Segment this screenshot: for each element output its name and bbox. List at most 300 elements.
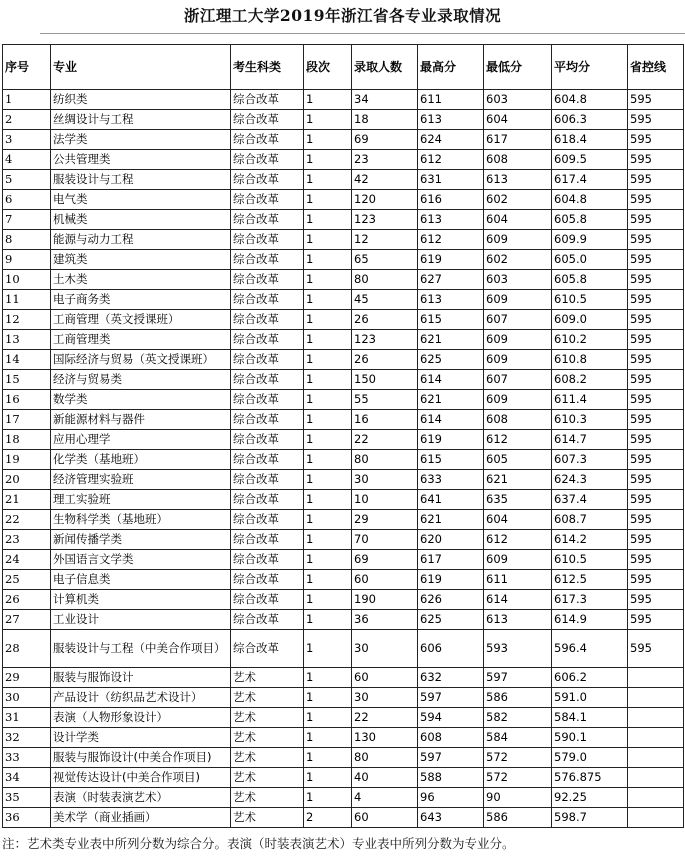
cell-seq: 12 [3, 310, 51, 330]
cell-admitted: 120 [352, 190, 418, 210]
cell-category: 综合改革 [231, 130, 304, 150]
cell-category: 综合改革 [231, 310, 304, 330]
cell-control: 595 [628, 190, 684, 210]
cell-avg: 614.2 [552, 530, 628, 550]
cell-min: 90 [484, 788, 552, 808]
table-row [3, 530, 684, 550]
cell-batch: 2 [304, 808, 352, 828]
cell-major: 理工实验班 [51, 490, 231, 510]
cell-avg: 605.8 [552, 270, 628, 290]
cell-seq: 33 [3, 748, 51, 768]
cell-admitted: 70 [352, 530, 418, 550]
cell-major: 计算机类 [51, 590, 231, 610]
cell-seq: 6 [3, 190, 51, 210]
cell-admitted: 29 [352, 510, 418, 530]
cell-control: 595 [628, 410, 684, 430]
cell-admitted: 12 [352, 230, 418, 250]
cell-category: 综合改革 [231, 630, 304, 668]
cell-control: 595 [628, 630, 684, 668]
cell-control [628, 808, 684, 828]
cell-batch: 1 [304, 370, 352, 390]
cell-category: 综合改革 [231, 170, 304, 190]
cell-seq: 29 [3, 668, 51, 688]
cell-category: 综合改革 [231, 290, 304, 310]
cell-major: 电子商务类 [51, 290, 231, 310]
cell-major: 服装设计与工程（中美合作项目） [51, 630, 231, 668]
cell-category: 艺术 [231, 788, 304, 808]
cell-avg: 591.0 [552, 688, 628, 708]
table-row [3, 190, 684, 210]
cell-seq: 26 [3, 590, 51, 610]
table-row [3, 450, 684, 470]
cell-category: 艺术 [231, 748, 304, 768]
cell-category: 综合改革 [231, 570, 304, 590]
cell-max: 619 [418, 250, 484, 270]
cell-admitted: 80 [352, 450, 418, 470]
cell-avg: 614.7 [552, 430, 628, 450]
cell-avg: 584.1 [552, 708, 628, 728]
table-body [3, 90, 684, 828]
cell-major: 应用心理学 [51, 430, 231, 450]
cell-avg: 606.3 [552, 110, 628, 130]
table-row [3, 390, 684, 410]
cell-seq: 15 [3, 370, 51, 390]
cell-seq: 23 [3, 530, 51, 550]
cell-max: 633 [418, 470, 484, 490]
cell-min: 603 [484, 270, 552, 290]
cell-avg: 609.9 [552, 230, 628, 250]
cell-seq: 13 [3, 330, 51, 350]
cell-major: 电子信息类 [51, 570, 231, 590]
table-row [3, 550, 684, 570]
header-max: 最高分 [418, 45, 484, 90]
cell-min: 608 [484, 150, 552, 170]
cell-batch: 1 [304, 688, 352, 708]
cell-avg: 610.5 [552, 550, 628, 570]
cell-major: 工商管理（英文授课班） [51, 310, 231, 330]
cell-min: 612 [484, 530, 552, 550]
cell-control: 595 [628, 270, 684, 290]
cell-category: 综合改革 [231, 330, 304, 350]
cell-control [628, 708, 684, 728]
cell-min: 586 [484, 808, 552, 828]
cell-control [628, 668, 684, 688]
cell-avg: 608.7 [552, 510, 628, 530]
header-batch: 段次 [304, 45, 352, 90]
cell-seq: 11 [3, 290, 51, 310]
table-row [3, 668, 684, 688]
cell-min: 597 [484, 668, 552, 688]
cell-seq: 19 [3, 450, 51, 470]
cell-batch: 1 [304, 450, 352, 470]
cell-category: 艺术 [231, 808, 304, 828]
cell-seq: 30 [3, 688, 51, 708]
cell-batch: 1 [304, 390, 352, 410]
table-row [3, 610, 684, 630]
cell-seq: 28 [3, 630, 51, 668]
cell-max: 620 [418, 530, 484, 550]
header-seq: 序号 [3, 45, 51, 90]
cell-seq: 16 [3, 390, 51, 410]
cell-min: 602 [484, 250, 552, 270]
cell-major: 建筑类 [51, 250, 231, 270]
cell-seq: 10 [3, 270, 51, 290]
cell-admitted: 16 [352, 410, 418, 430]
cell-batch: 1 [304, 748, 352, 768]
cell-category: 综合改革 [231, 110, 304, 130]
cell-seq: 5 [3, 170, 51, 190]
cell-category: 综合改革 [231, 610, 304, 630]
cell-max: 588 [418, 768, 484, 788]
cell-max: 625 [418, 350, 484, 370]
cell-avg: 611.4 [552, 390, 628, 410]
table-row [3, 688, 684, 708]
cell-category: 综合改革 [231, 350, 304, 370]
cell-min: 613 [484, 170, 552, 190]
cell-major: 丝绸设计与工程 [51, 110, 231, 130]
cell-seq: 17 [3, 410, 51, 430]
cell-batch: 1 [304, 530, 352, 550]
cell-batch: 1 [304, 230, 352, 250]
cell-avg: 598.7 [552, 808, 628, 828]
cell-avg: 590.1 [552, 728, 628, 748]
cell-control: 595 [628, 510, 684, 530]
cell-max: 641 [418, 490, 484, 510]
cell-major: 国际经济与贸易（英文授课班） [51, 350, 231, 370]
cell-admitted: 150 [352, 370, 418, 390]
cell-min: 612 [484, 430, 552, 450]
table-row [3, 230, 684, 250]
cell-admitted: 40 [352, 768, 418, 788]
cell-batch: 1 [304, 490, 352, 510]
cell-avg: 576.875 [552, 768, 628, 788]
cell-avg: 617.3 [552, 590, 628, 610]
cell-min: 608 [484, 410, 552, 430]
cell-major: 法学类 [51, 130, 231, 150]
cell-batch: 1 [304, 330, 352, 350]
cell-avg: 610.3 [552, 410, 628, 430]
cell-min: 609 [484, 330, 552, 350]
table-row [3, 510, 684, 530]
header-min: 最低分 [484, 45, 552, 90]
cell-min: 613 [484, 610, 552, 630]
cell-max: 627 [418, 270, 484, 290]
cell-admitted: 36 [352, 610, 418, 630]
cell-category: 综合改革 [231, 530, 304, 550]
cell-admitted: 69 [352, 550, 418, 570]
cell-major: 服装设计与工程 [51, 170, 231, 190]
cell-max: 619 [418, 430, 484, 450]
cell-major: 土木类 [51, 270, 231, 290]
cell-category: 综合改革 [231, 370, 304, 390]
cell-max: 597 [418, 688, 484, 708]
table-row [3, 370, 684, 390]
cell-avg: 605.0 [552, 250, 628, 270]
cell-avg: 614.9 [552, 610, 628, 630]
cell-control [628, 748, 684, 768]
header-avg: 平均分 [552, 45, 628, 90]
cell-max: 625 [418, 610, 484, 630]
cell-batch: 1 [304, 590, 352, 610]
cell-max: 617 [418, 550, 484, 570]
cell-seq: 34 [3, 768, 51, 788]
cell-max: 612 [418, 150, 484, 170]
cell-batch: 1 [304, 510, 352, 530]
cell-batch: 1 [304, 190, 352, 210]
cell-control: 595 [628, 590, 684, 610]
cell-major: 纺织类 [51, 90, 231, 110]
cell-min: 617 [484, 130, 552, 150]
cell-seq: 20 [3, 470, 51, 490]
table-row [3, 90, 684, 110]
header-major: 专业 [51, 45, 231, 90]
table-row [3, 708, 684, 728]
cell-major: 公共管理类 [51, 150, 231, 170]
cell-admitted: 26 [352, 350, 418, 370]
cell-avg: 607.3 [552, 450, 628, 470]
cell-major: 工业设计 [51, 610, 231, 630]
cell-batch: 1 [304, 630, 352, 668]
table-row [3, 808, 684, 828]
cell-min: 609 [484, 390, 552, 410]
cell-min: 604 [484, 510, 552, 530]
cell-min: 609 [484, 290, 552, 310]
cell-category: 综合改革 [231, 230, 304, 250]
cell-major: 服装与服饰设计(中美合作项目) [51, 748, 231, 768]
table-row [3, 330, 684, 350]
cell-avg: 617.4 [552, 170, 628, 190]
cell-major: 外国语言文学类 [51, 550, 231, 570]
cell-control: 595 [628, 250, 684, 270]
cell-seq: 9 [3, 250, 51, 270]
cell-max: 626 [418, 590, 484, 610]
cell-control: 595 [628, 350, 684, 370]
cell-major: 表演（人物形象设计） [51, 708, 231, 728]
cell-batch: 1 [304, 130, 352, 150]
cell-max: 632 [418, 668, 484, 688]
cell-avg: 609.5 [552, 150, 628, 170]
cell-category: 综合改革 [231, 210, 304, 230]
cell-admitted: 45 [352, 290, 418, 310]
cell-control: 595 [628, 430, 684, 450]
cell-batch: 1 [304, 170, 352, 190]
cell-major: 化学类（基地班） [51, 450, 231, 470]
cell-control: 595 [628, 210, 684, 230]
cell-seq: 27 [3, 610, 51, 630]
cell-category: 综合改革 [231, 550, 304, 570]
cell-max: 611 [418, 90, 484, 110]
cell-control [628, 788, 684, 808]
cell-control: 595 [628, 330, 684, 350]
cell-batch: 1 [304, 410, 352, 430]
cell-min: 572 [484, 748, 552, 768]
cell-max: 613 [418, 110, 484, 130]
cell-major: 机械类 [51, 210, 231, 230]
cell-max: 614 [418, 370, 484, 390]
cell-avg: 609.0 [552, 310, 628, 330]
cell-avg: 605.8 [552, 210, 628, 230]
table-row [3, 310, 684, 330]
cell-seq: 14 [3, 350, 51, 370]
cell-category: 艺术 [231, 728, 304, 748]
cell-avg: 610.8 [552, 350, 628, 370]
cell-avg: 637.4 [552, 490, 628, 510]
cell-max: 606 [418, 630, 484, 668]
cell-max: 597 [418, 748, 484, 768]
cell-control: 595 [628, 150, 684, 170]
cell-category: 综合改革 [231, 190, 304, 210]
cell-batch: 1 [304, 270, 352, 290]
cell-max: 616 [418, 190, 484, 210]
table-row [3, 250, 684, 270]
cell-control: 595 [628, 230, 684, 250]
table-row [3, 728, 684, 748]
cell-min: 572 [484, 768, 552, 788]
header-admitted: 录取人数 [352, 45, 418, 90]
cell-seq: 4 [3, 150, 51, 170]
cell-major: 设计学类 [51, 728, 231, 748]
cell-control: 595 [628, 550, 684, 570]
cell-batch: 1 [304, 210, 352, 230]
cell-admitted: 55 [352, 390, 418, 410]
cell-min: 609 [484, 350, 552, 370]
cell-min: 607 [484, 370, 552, 390]
cell-avg: 579.0 [552, 748, 628, 768]
cell-avg: 610.5 [552, 290, 628, 310]
table-row [3, 768, 684, 788]
cell-seq: 3 [3, 130, 51, 150]
footnote: 注：艺术类专业表中所列分数为综合分。表演（时装表演艺术）专业表中所列分数为专业分。 [2, 836, 515, 851]
cell-category: 综合改革 [231, 450, 304, 470]
cell-avg: 604.8 [552, 90, 628, 110]
cell-batch: 1 [304, 350, 352, 370]
cell-admitted: 22 [352, 430, 418, 450]
cell-batch: 1 [304, 708, 352, 728]
cell-avg: 608.2 [552, 370, 628, 390]
cell-major: 服装与服饰设计 [51, 668, 231, 688]
cell-min: 635 [484, 490, 552, 510]
cell-admitted: 4 [352, 788, 418, 808]
cell-major: 能源与动力工程 [51, 230, 231, 250]
cell-control [628, 688, 684, 708]
cell-max: 613 [418, 290, 484, 310]
cell-major: 经济与贸易类 [51, 370, 231, 390]
cell-admitted: 22 [352, 708, 418, 728]
cell-control: 595 [628, 170, 684, 190]
admission-table [2, 44, 684, 828]
cell-control: 595 [628, 310, 684, 330]
cell-avg: 612.5 [552, 570, 628, 590]
cell-min: 614 [484, 590, 552, 610]
cell-admitted: 60 [352, 570, 418, 590]
cell-max: 594 [418, 708, 484, 728]
cell-max: 621 [418, 330, 484, 350]
cell-max: 96 [418, 788, 484, 808]
table-row [3, 130, 684, 150]
cell-seq: 36 [3, 808, 51, 828]
cell-category: 综合改革 [231, 270, 304, 290]
cell-max: 621 [418, 510, 484, 530]
cell-min: 609 [484, 230, 552, 250]
cell-max: 631 [418, 170, 484, 190]
cell-major: 视觉传达设计(中美合作项目) [51, 768, 231, 788]
cell-major: 生物科学类（基地班） [51, 510, 231, 530]
cell-batch: 1 [304, 728, 352, 748]
cell-max: 615 [418, 450, 484, 470]
cell-avg: 618.4 [552, 130, 628, 150]
cell-category: 综合改革 [231, 150, 304, 170]
table-row [3, 470, 684, 490]
cell-control: 595 [628, 610, 684, 630]
cell-seq: 21 [3, 490, 51, 510]
cell-category: 综合改革 [231, 250, 304, 270]
cell-major: 产品设计（纺织品艺术设计） [51, 688, 231, 708]
table-row [3, 110, 684, 130]
cell-avg: 604.8 [552, 190, 628, 210]
cell-min: 604 [484, 210, 552, 230]
cell-major: 表演（时装表演艺术） [51, 788, 231, 808]
cell-control: 595 [628, 130, 684, 150]
cell-category: 综合改革 [231, 430, 304, 450]
cell-batch: 1 [304, 550, 352, 570]
cell-major: 电气类 [51, 190, 231, 210]
table-row [3, 290, 684, 310]
cell-category: 综合改革 [231, 590, 304, 610]
cell-batch: 1 [304, 470, 352, 490]
cell-category: 综合改革 [231, 390, 304, 410]
table-row [3, 350, 684, 370]
header-control: 省控线 [628, 45, 684, 90]
cell-batch: 1 [304, 290, 352, 310]
cell-category: 艺术 [231, 768, 304, 788]
cell-control: 595 [628, 90, 684, 110]
cell-control [628, 728, 684, 748]
cell-max: 615 [418, 310, 484, 330]
cell-seq: 7 [3, 210, 51, 230]
table-row [3, 410, 684, 430]
cell-min: 593 [484, 630, 552, 668]
cell-control: 595 [628, 470, 684, 490]
cell-min: 605 [484, 450, 552, 470]
cell-major: 新闻传播学类 [51, 530, 231, 550]
cell-admitted: 18 [352, 110, 418, 130]
cell-major: 美术学（商业插画） [51, 808, 231, 828]
cell-admitted: 23 [352, 150, 418, 170]
cell-avg: 92.25 [552, 788, 628, 808]
cell-control: 595 [628, 490, 684, 510]
cell-min: 604 [484, 110, 552, 130]
table-row [3, 630, 684, 668]
cell-control: 595 [628, 290, 684, 310]
cell-admitted: 26 [352, 310, 418, 330]
cell-control: 595 [628, 450, 684, 470]
cell-batch: 1 [304, 788, 352, 808]
cell-seq: 8 [3, 230, 51, 250]
cell-avg: 610.2 [552, 330, 628, 350]
cell-min: 582 [484, 708, 552, 728]
cell-seq: 22 [3, 510, 51, 530]
cell-avg: 596.4 [552, 630, 628, 668]
cell-admitted: 123 [352, 210, 418, 230]
cell-category: 综合改革 [231, 90, 304, 110]
cell-max: 621 [418, 390, 484, 410]
cell-seq: 24 [3, 550, 51, 570]
table-row [3, 590, 684, 610]
cell-batch: 1 [304, 430, 352, 450]
cell-admitted: 130 [352, 728, 418, 748]
cell-seq: 2 [3, 110, 51, 130]
cell-min: 621 [484, 470, 552, 490]
